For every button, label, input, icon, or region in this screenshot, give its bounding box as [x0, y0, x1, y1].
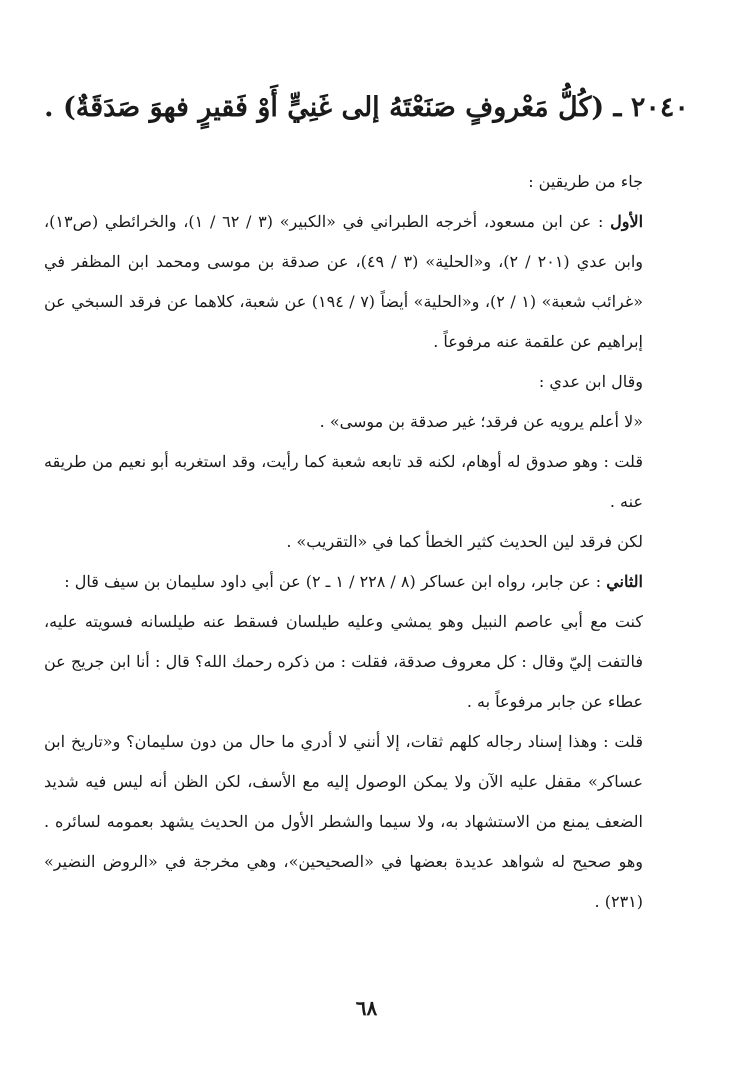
page-body — [44, 162, 643, 922]
paragraph-comment-2: لكن فرقد لين الحديث كثير الخطأ كما في «التقريب» . — [286, 532, 643, 551]
heading-separator: ـ — [604, 92, 631, 123]
paragraph-intro: جاء من طريقين : — [528, 172, 643, 191]
paragraph-second-way — [44, 562, 643, 602]
hadith-number: ٢٠٤٠ — [630, 92, 689, 123]
first-way-label: الأول — [610, 212, 644, 231]
paragraph-first-way — [44, 202, 643, 362]
paragraph-ibn-adi-said: وقال ابن عدي : — [538, 372, 643, 391]
paragraph-comment-1: قلت : وهو صدوق له أوهام، لكنه قد تابعه شعبة كما رأيت، وقد استغربه أبو نعيم من طريقه عنه . — [44, 452, 643, 511]
paragraph-ibn-adi-quote: «لا أعلم يرويه عن فرقد؛ غير صدقة بن موسى» . — [319, 412, 643, 431]
second-way-label: الثاني — [606, 572, 643, 591]
page-number: ٦٨ — [355, 996, 378, 1020]
paragraph-story: كنت مع أبي عاصم النبيل وهو يمشي وعليه طيلسان فسقط عنه طيلسانه فسويته عليه، فالتفت إليّ وقال : كل معروف صدقة، فقلت : من ذكره رحمك الله؟ قال : أنا ابن جريج عن عطاء عن جابر مرفوعاً به . — [44, 612, 643, 711]
first-way-text: : عن ابن مسعود، أخرجه الطبراني في «الكبير» (٣ / ٦٢ / ١)، والخرائطي (ص١٣)، وابن عدي (٢٠١ / ٢)، و«الحلية» (٣ / ٤٩)، عن صدقة بن موسى ومحمد ابن المظفر في «غرائب شعبة» (١ / ٢)، و«الحلية» أيضاً (٧ / ١٩٤) عن شعبة، كلاهما عن فرقد السبخي عن إبراهيم عن علقمة عنه مرفوعاً . — [44, 212, 644, 351]
paragraph-conclusion: قلت : وهذا إسناد رجاله كلهم ثقات، إلا أنني لا أدري ما حال من دون سليمان؟ و«تاريخ ابن عساكر» مقفل عليه الآن ولا يمكن الوصول إليه مع الأسف، لكن الظن أنه ليس فيه شديد الضعف يمنع من الاستشهاد به، ولا سيما والشطر الأول من الحديث يشهد بعمومه لسائره . وهو صحيح له شواهد عديدة بعضها في «الصحيحين»، وهي مخرجة في «الروض النضير» (٢٣١) . — [44, 732, 643, 911]
hadith-heading — [40, 80, 693, 136]
hadith-text: (كُلُّ مَعْروفٍ صَنَعْتَهُ إلى غَنِيٍّ أَوْ فَقيرٍ فهوَ صَدَقَةٌ) . — [44, 92, 605, 123]
second-way-text: : عن جابر، رواه ابن عساكر (٨ / ٢٢٨ / ١ ـ ٢) عن أبي داود سليمان بن سيف قال : — [64, 572, 602, 591]
